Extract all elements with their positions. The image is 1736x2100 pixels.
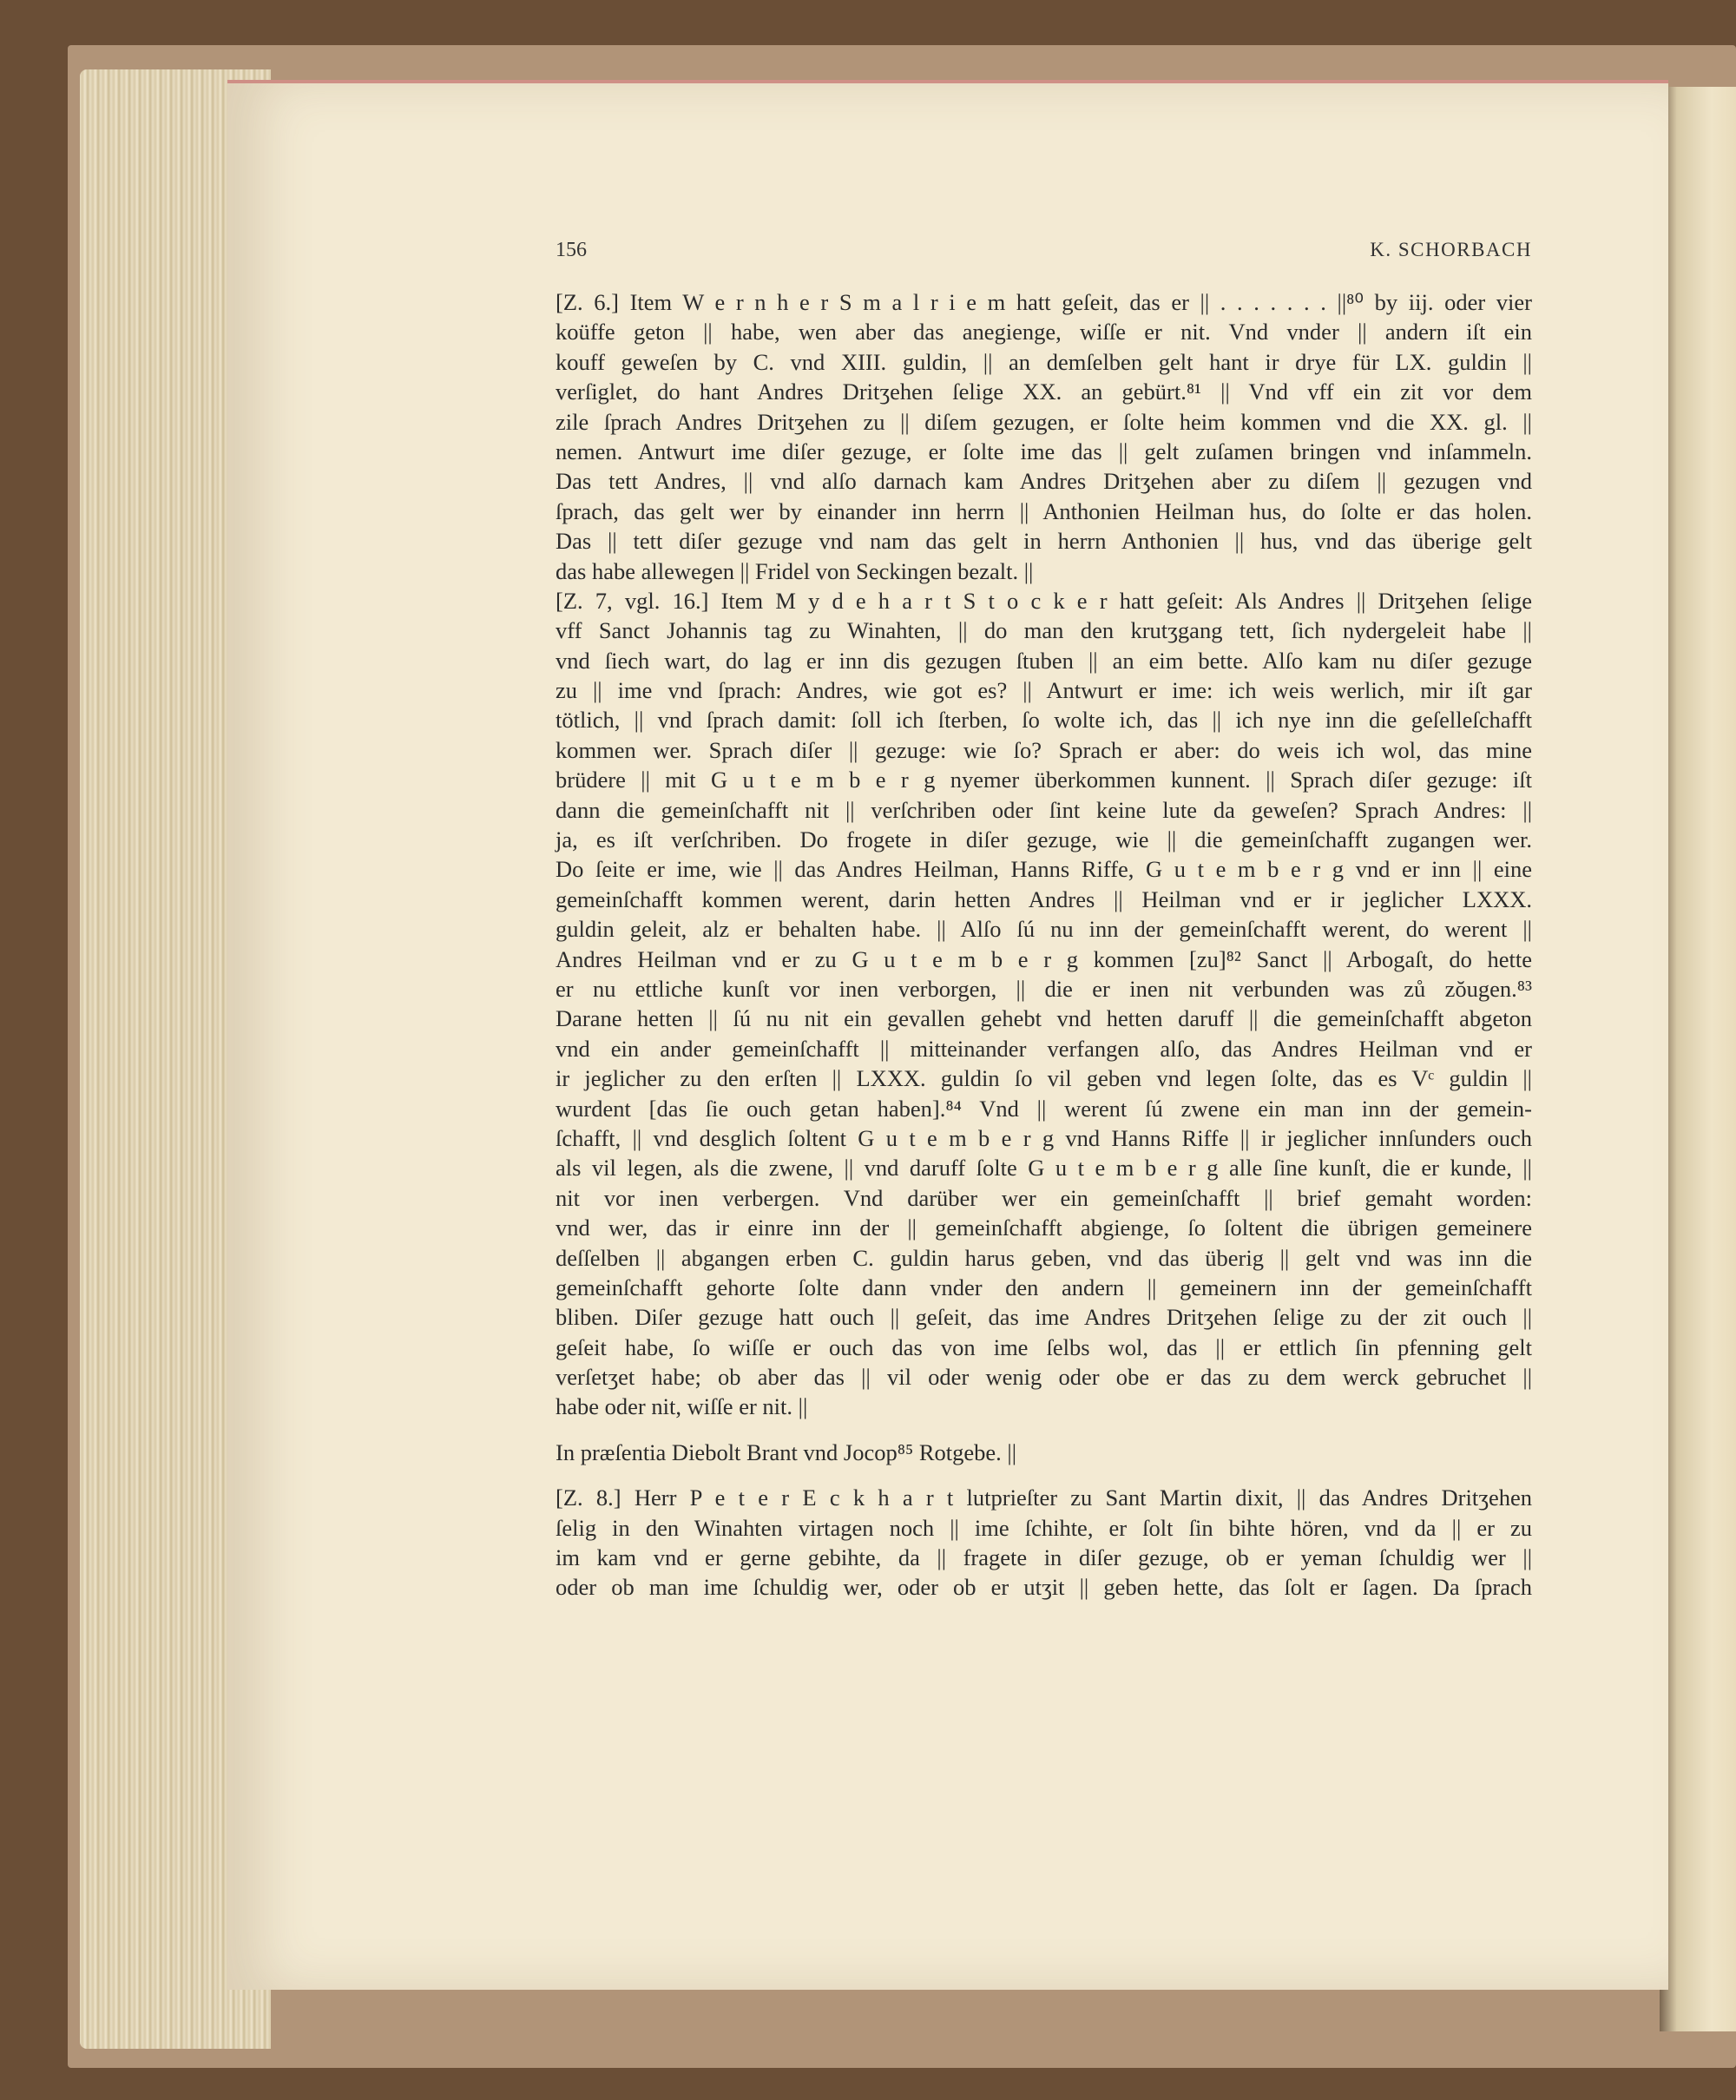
text-line: habe oder nit, wiſſe er nit. || xyxy=(556,1393,808,1420)
text-line: zile ſprach Andres Dritʒehen zu || diſem gezugen, er ſolte heim kommen vnd die XX. gl. || xyxy=(556,408,1532,435)
text-line: Do ſeite er ime, wie || das Andres Heilman, Hanns Riffe, G u t e m b e r g vnd er inn || eine xyxy=(556,856,1532,883)
running-head: K. SCHORBACH xyxy=(1370,239,1532,260)
text-line: nit vor inen verbergen. Vnd darüber wer ein gemeinſchafft || brief gemaht worden: xyxy=(556,1184,1532,1211)
facing-page-edge xyxy=(1660,87,1736,2031)
text-line: [Z. 8.] Herr P e t e r E c k h a r t lutprieſter zu Sant Martin dixit, || das Andres Dritʒehen xyxy=(556,1484,1532,1511)
text-line: Darane hetten || ſú nu nit ein gevallen gehebt vnd hetten daruff || die gemeinſchafft abgeton xyxy=(556,1005,1532,1032)
text-line: gemeinſchafft kommen werent, darin hetten Andres || Heilman vnd er ir jeglicher LXXX. xyxy=(556,885,1532,912)
text-line: Andres Heilman vnd er zu G u t e m b e r g kommen [zu]⁸² Sanct || Arbogaſt, do hette xyxy=(556,945,1532,972)
text-line: deſſelben || abgangen erben C. guldin harus geben, vnd das überig || gelt vnd was inn die xyxy=(556,1244,1532,1271)
body-text xyxy=(556,287,1532,1603)
text-line: vnd wer, das ir einre inn der || gemeinſchafft abgienge, ſo ſoltent die übrigen gemeinere xyxy=(556,1215,1532,1241)
text-line: Das || tett diſer gezuge vnd nam das gelt in herrn Anthonien || hus, vnd das überige gelt xyxy=(556,528,1532,555)
text-line: kouff geweſen by C. vnd XIII. guldin, || an demſelben gelt hant ir drye für LX. guldin || xyxy=(556,348,1532,375)
page-header xyxy=(556,239,1532,273)
page-number: 156 xyxy=(556,239,587,261)
text-line: Das tett Andres, || vnd alſo darnach kam Andres Dritʒehen aber zu diſem || gezugen vnd xyxy=(556,468,1532,495)
text-line: kommen wer. Sprach diſer || gezuge: wie ſo? Sprach er aber: do weis ich wol, das mine xyxy=(556,736,1532,763)
text-line: nemen. Antwurt ime diſer gezuge, er ſolte ime das || gelt zuſamen bringen vnd inſammeln. xyxy=(556,438,1532,464)
text-line: ſelig in den Winahten virtagen noch || ime ſchihte, er ſolt ſin bihte hören, vnd da || er zu xyxy=(556,1514,1532,1541)
text-line: vnd ſiech wart, do lag er inn dis gezugen ſtuben || an eim bette. Alſo kam nu diſer gezuge xyxy=(556,647,1532,674)
text-line: wurdent [das ſie ouch getan haben].⁸⁴ Vnd || werent ſú zwene ein man inn der gemein- xyxy=(556,1095,1532,1122)
text-line: im kam vnd er gerne gebihte, da || fragete in diſer gezuge, ob er yeman ſchuldig wer || xyxy=(556,1544,1532,1571)
page-top-edge xyxy=(227,80,1668,83)
text-line: gemeinſchafft gehorte ſolte dann vnder den andern || gemeinern inn der gemeinſchafft xyxy=(556,1274,1532,1300)
text-line: zu || ime vnd ſprach: Andres, wie got es? || Antwurt er ime: ich weis werlich, mir iſt gar xyxy=(556,677,1532,704)
text-line: ja, es iſt verſchriben. Do frogete in diſer gezuge, wie || die gemeinſchafft zugangen wer. xyxy=(556,826,1532,853)
text-line: brüdere || mit G u t e m b e r g nyemer überkommen kunnent. || Sprach diſer gezuge: iſt xyxy=(556,767,1532,793)
paragraph-gap xyxy=(556,1467,1532,1483)
paragraph-z8 xyxy=(556,1483,1532,1603)
paragraph-gap xyxy=(556,1422,1532,1438)
text-line: als vil legen, als die zwene, || vnd daruff ſolte G u t e m b e r g alle ſine kunſt, die er kunde, || xyxy=(556,1155,1532,1182)
text-line: oder ob man ime ſchuldig wer, oder ob er utʒit || geben hette, das ſolt er ſagen. Da ſprach xyxy=(556,1574,1532,1601)
text-line: koüffe geton || habe, wen aber das anegienge, wiſſe er nit. Vnd vnder || andern iſt ein xyxy=(556,319,1532,346)
text-line: ſprach, das gelt wer by einander inn herrn || Anthonien Heilman hus, do ſolte er das holen. xyxy=(556,497,1532,524)
text-line: ir jeglicher zu den erſten || LXXX. guldin ſo vil geben vnd legen ſolte, das es Vᶜ guldin || xyxy=(556,1065,1532,1092)
paragraph-z6-z7 xyxy=(556,287,1532,1422)
text-line: er nu ettliche kunſt vor inen verborgen, || die er inen nit verbunden was zů zŏugen.⁸³ xyxy=(556,975,1532,1002)
text-line: dann die gemeinſchafft nit || verſchriben oder ſint keine lute da geweſen? Sprach Andres: || xyxy=(556,796,1532,823)
text-line: [Z. 6.] Item W e r n h e r S m a l r i e m hatt geſeit, das er || . . . . . . . ||⁸⁰ by iij. oder vier xyxy=(556,289,1532,315)
text-line: geſeit habe, ſo wiſſe er ouch das von ime ſelbs wol, das || er ettlich ſin pfenning gelt xyxy=(556,1333,1532,1360)
testimony-line: In præſentia Diebolt Brant vnd Jocop⁸⁵ Rotgebe. || xyxy=(556,1438,1017,1465)
text-line: ſchafft, || vnd desglich ſoltent G u t e m b e r g vnd Hanns Riffe || ir jeglicher innſunders ouch xyxy=(556,1124,1532,1151)
text-line: tötlich, || vnd ſprach damit: ſoll ich ſterben, ſo wolte ich, das || ich nye inn die geſelleſchafft xyxy=(556,707,1532,734)
text-line: bliben. Diſer gezuge hatt ouch || geſeit, das ime Andres Dritʒehen ſelige zu der zit ouch || xyxy=(556,1304,1532,1331)
text-line: [Z. 7, vgl. 16.] Item M y d e h a r t S t o c k e r hatt geſeit: Als Andres || Dritʒehen ſelige xyxy=(556,587,1532,614)
text-line: vff Sanct Johannis tag zu Winahten, || do man den krutʒgang tett, ſich nydergeleit habe || xyxy=(556,617,1532,644)
text-line: guldin geleit, alz er behalten habe. || Alſo ſú nu inn der gemeinſchafft werent, do werent || xyxy=(556,916,1532,943)
text-line: vnd ein ander gemeinſchafft || mitteinander verfangen alſo, das Andres Heilman vnd er xyxy=(556,1035,1532,1062)
text-line: das habe allewegen || Fridel von Seckingen bezalt. || xyxy=(556,557,1034,584)
text-line: verſetʒet habe; ob aber das || vil oder wenig oder obe er das zu dem werck gebruchet || xyxy=(556,1364,1532,1391)
text-line: verſiglet, do hant Andres Dritʒehen ſelige XX. an gebürt.⁸¹ || Vnd vff ein zit vor dem xyxy=(556,379,1532,405)
